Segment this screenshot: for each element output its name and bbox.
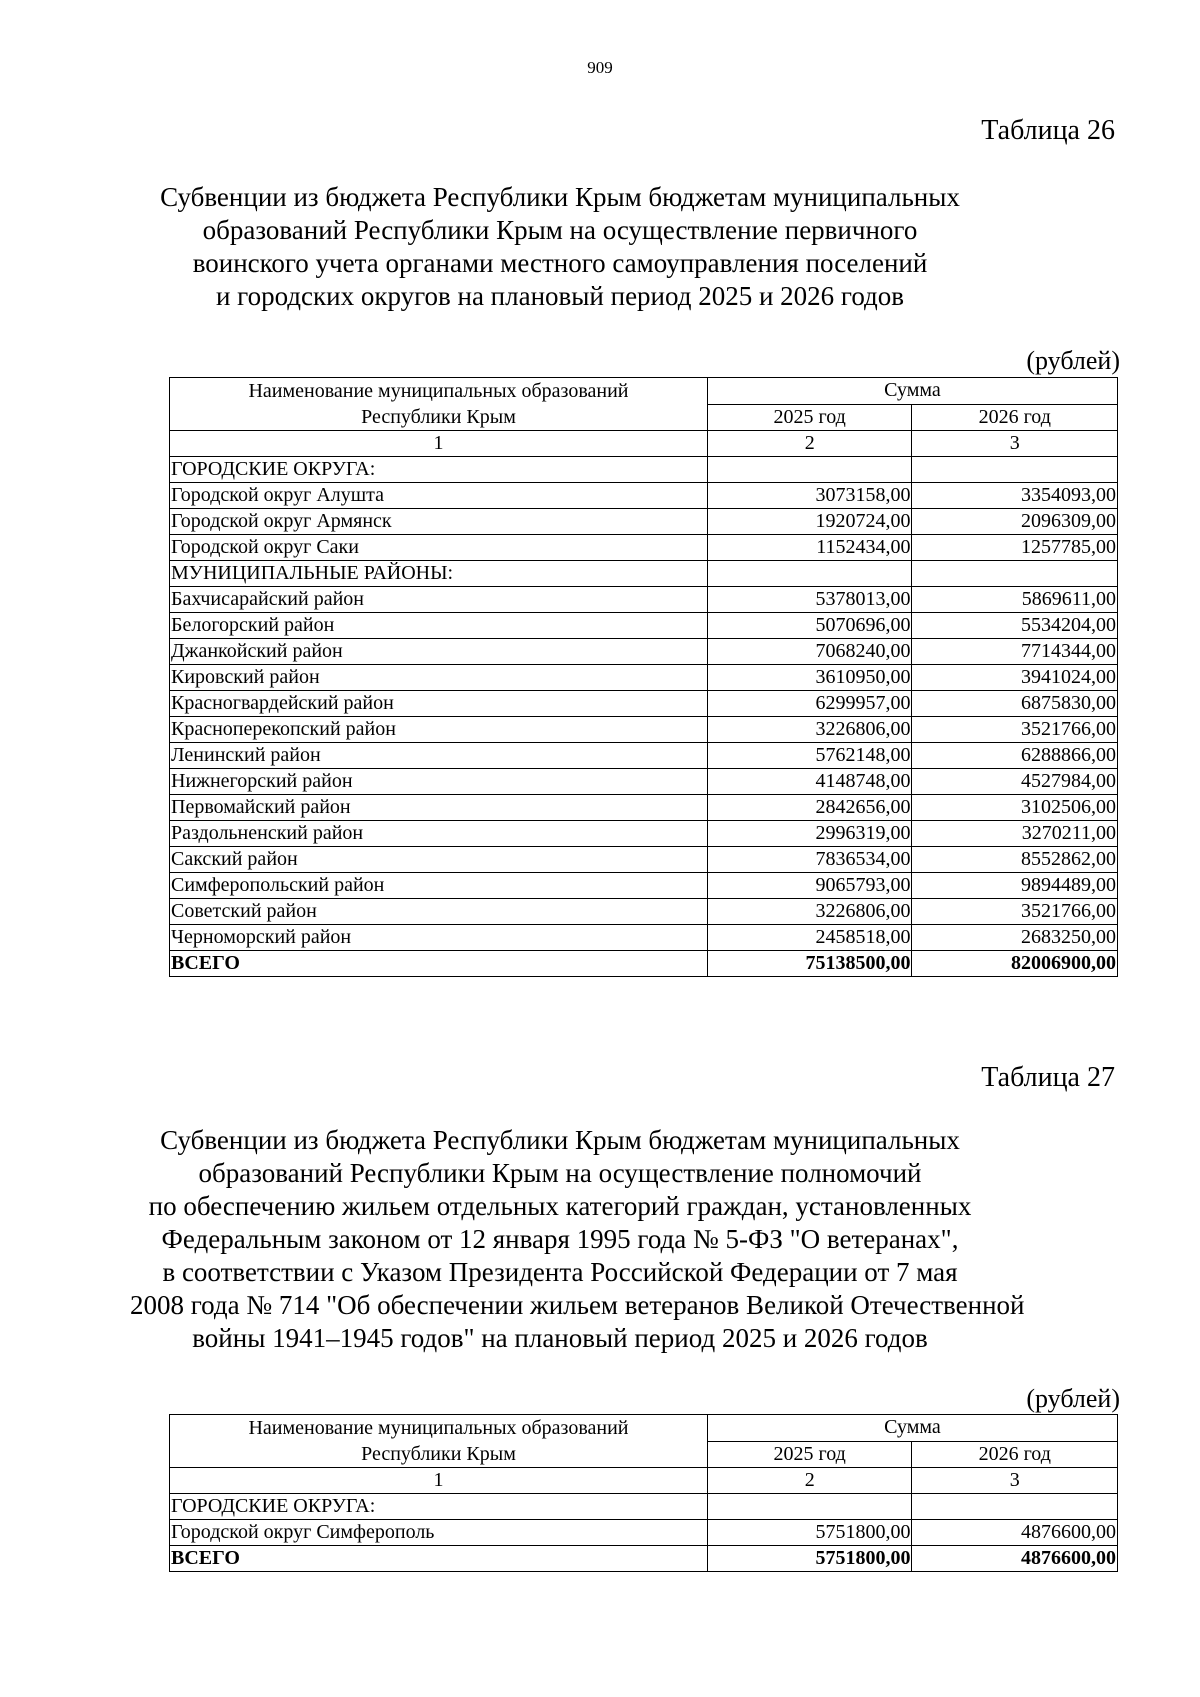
row-name-cell: ГОРОДСКИЕ ОКРУГА: (170, 1494, 708, 1520)
column-number: 2 (707, 431, 912, 457)
value-2026-cell: 2096309,00 (912, 509, 1118, 535)
title-line: образований Республики Крым на осуществление полномочий (198, 1158, 922, 1188)
value-2026-cell: 6875830,00 (912, 691, 1118, 717)
row-name-cell: Городской округ Саки (170, 535, 708, 561)
title-line: и городских округов на плановый период 2025 и 2026 годов (215, 281, 905, 311)
value-2025-cell: 3226806,00 (707, 899, 912, 925)
table-row (170, 587, 1118, 613)
row-name-cell: Кировский район (170, 665, 708, 691)
column-number: 3 (912, 431, 1118, 457)
value-2026-cell: 5869611,00 (912, 587, 1118, 613)
value-2026-cell: 9894489,00 (912, 873, 1118, 899)
header-name-line2: Республики Крым (361, 406, 516, 428)
table-row (170, 795, 1118, 821)
title-line: по обеспечению жильем отдельных категорий граждан, установленных (148, 1191, 972, 1221)
value-2025-cell: 5378013,00 (707, 587, 912, 613)
header-row (170, 1415, 1118, 1442)
header-name-cell (170, 1415, 708, 1468)
row-name-cell: Симферопольский район (170, 873, 708, 899)
row-name-cell: Городской округ Алушта (170, 483, 708, 509)
column-number-row (170, 1468, 1118, 1494)
table-row (170, 925, 1118, 951)
table-row (170, 509, 1118, 535)
header-year-2026: 2026 год (912, 1441, 1118, 1468)
value-2025-cell: 9065793,00 (707, 873, 912, 899)
value-2025-cell (707, 561, 912, 587)
header-name-cell (170, 378, 708, 431)
value-2025-cell: 2842656,00 (707, 795, 912, 821)
value-2026-cell: 4876600,00 (912, 1520, 1118, 1546)
value-2026-cell: 1257785,00 (912, 535, 1118, 561)
table-26-title (130, 181, 990, 313)
table-26-units: (рублей) (1026, 346, 1120, 375)
value-2026-cell: 6288866,00 (912, 743, 1118, 769)
value-2026-cell: 3521766,00 (912, 899, 1118, 925)
title-line: в соответствии с Указом Президента Российской Федерации от 7 мая (162, 1257, 958, 1287)
value-2025-cell: 5070696,00 (707, 613, 912, 639)
table-row (170, 561, 1118, 587)
title-line: 2008 года № 714 "Об обеспечении жильем ветеранов Великой Отечественной (130, 1290, 1025, 1320)
row-name-cell: Городской округ Симферополь (170, 1520, 708, 1546)
value-2025-cell: 3073158,00 (707, 483, 912, 509)
table-row (170, 873, 1118, 899)
value-2025-cell: 2996319,00 (707, 821, 912, 847)
value-2026-cell: 82006900,00 (912, 951, 1118, 977)
table-row (170, 613, 1118, 639)
header-year-2026: 2026 год (912, 404, 1118, 431)
table-row (170, 1494, 1118, 1520)
row-name-cell: Раздольненский район (170, 821, 708, 847)
table-27-title (130, 1124, 1025, 1355)
row-name-cell: ВСЕГО (170, 1546, 708, 1572)
value-2026-cell: 4527984,00 (912, 769, 1118, 795)
row-name-cell: Красноперекопский район (170, 717, 708, 743)
row-name-cell: Черноморский район (170, 925, 708, 951)
value-2025-cell: 1152434,00 (707, 535, 912, 561)
header-name-line1: Наименование муниципальных образований (248, 1417, 629, 1439)
value-2026-cell: 3270211,00 (912, 821, 1118, 847)
table-row (170, 743, 1118, 769)
header-year-2025: 2025 год (707, 1441, 912, 1468)
value-2026-cell: 4876600,00 (912, 1546, 1118, 1572)
value-2026-cell (912, 1494, 1118, 1520)
value-2025-cell: 1920724,00 (707, 509, 912, 535)
table-row (170, 899, 1118, 925)
value-2026-cell: 3521766,00 (912, 717, 1118, 743)
row-name-cell: Городской округ Армянск (170, 509, 708, 535)
header-name-line2: Республики Крым (361, 1443, 516, 1465)
value-2026-cell: 3102506,00 (912, 795, 1118, 821)
value-2026-cell: 7714344,00 (912, 639, 1118, 665)
row-name-cell: Белогорский район (170, 613, 708, 639)
value-2025-cell (707, 1494, 912, 1520)
value-2025-cell: 3226806,00 (707, 717, 912, 743)
value-2025-cell: 5762148,00 (707, 743, 912, 769)
title-line: Субвенции из бюджета Республики Крым бюджетам муниципальных (160, 1125, 960, 1155)
total-row (170, 1546, 1118, 1572)
value-2025-cell: 6299957,00 (707, 691, 912, 717)
table-row (170, 821, 1118, 847)
row-name-cell: ГОРОДСКИЕ ОКРУГА: (170, 457, 708, 483)
column-number-row (170, 431, 1118, 457)
table-row (170, 483, 1118, 509)
table-row (170, 847, 1118, 873)
title-line: Федеральным законом от 12 января 1995 года № 5-ФЗ "О ветеранах", (161, 1224, 959, 1254)
table-26 (169, 377, 1118, 977)
row-name-cell: ВСЕГО (170, 951, 708, 977)
table-row (170, 1520, 1118, 1546)
value-2026-cell: 8552862,00 (912, 847, 1118, 873)
table-row (170, 691, 1118, 717)
table-27-label: Таблица 27 (981, 1062, 1115, 1093)
column-number: 2 (707, 1468, 912, 1494)
header-sum: Сумма (707, 1415, 1117, 1442)
value-2025-cell (707, 457, 912, 483)
value-2025-cell: 7068240,00 (707, 639, 912, 665)
value-2026-cell (912, 561, 1118, 587)
header-name-line1: Наименование муниципальных образований (248, 380, 629, 402)
total-row (170, 951, 1118, 977)
column-number: 1 (170, 1468, 708, 1494)
header-year-2025: 2025 год (707, 404, 912, 431)
header-row (170, 378, 1118, 405)
value-2026-cell (912, 457, 1118, 483)
row-name-cell: Красногвардейский район (170, 691, 708, 717)
table-row (170, 535, 1118, 561)
value-2026-cell: 5534204,00 (912, 613, 1118, 639)
row-name-cell: МУНИЦИПАЛЬНЫЕ РАЙОНЫ: (170, 561, 708, 587)
column-number: 3 (912, 1468, 1118, 1494)
row-name-cell: Ленинский район (170, 743, 708, 769)
value-2025-cell: 5751800,00 (707, 1546, 912, 1572)
value-2026-cell: 3354093,00 (912, 483, 1118, 509)
title-line: войны 1941–1945 годов" на плановый период 2025 и 2026 годов (192, 1323, 928, 1353)
title-line: воинского учета органами местного самоуправления поселений (192, 248, 928, 278)
table-27-units: (рублей) (1026, 1384, 1120, 1413)
page-number: 909 (587, 58, 613, 77)
value-2025-cell: 2458518,00 (707, 925, 912, 951)
row-name-cell: Сакский район (170, 847, 708, 873)
row-name-cell: Советский район (170, 899, 708, 925)
table-row (170, 717, 1118, 743)
row-name-cell: Первомайский район (170, 795, 708, 821)
table-26-label: Таблица 26 (981, 115, 1115, 146)
title-line: образований Республики Крым на осуществление первичного (202, 215, 918, 245)
row-name-cell: Бахчисарайский район (170, 587, 708, 613)
value-2026-cell: 3941024,00 (912, 665, 1118, 691)
row-name-cell: Нижнегорский район (170, 769, 708, 795)
value-2026-cell: 2683250,00 (912, 925, 1118, 951)
table-row (170, 457, 1118, 483)
value-2025-cell: 75138500,00 (707, 951, 912, 977)
value-2025-cell: 5751800,00 (707, 1520, 912, 1546)
value-2025-cell: 7836534,00 (707, 847, 912, 873)
header-sum: Сумма (707, 378, 1117, 405)
row-name-cell: Джанкойский район (170, 639, 708, 665)
table-27 (169, 1414, 1118, 1572)
table-row (170, 665, 1118, 691)
value-2025-cell: 3610950,00 (707, 665, 912, 691)
table-row (170, 639, 1118, 665)
value-2025-cell: 4148748,00 (707, 769, 912, 795)
column-number: 1 (170, 431, 708, 457)
table-row (170, 769, 1118, 795)
title-line: Субвенции из бюджета Республики Крым бюджетам муниципальных (160, 182, 960, 212)
